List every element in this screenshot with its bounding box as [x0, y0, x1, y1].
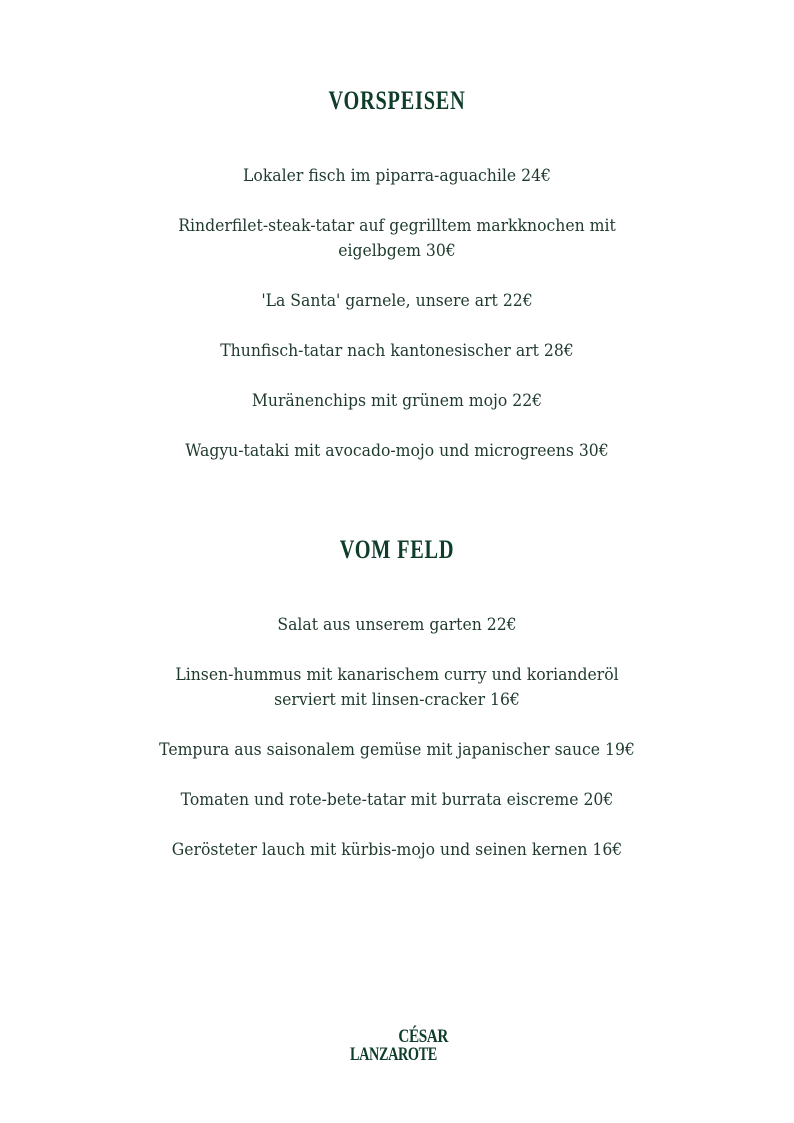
menu-item [32, 663, 762, 713]
menu-item-text: Salat aus unserem garten 22€ [277, 615, 517, 635]
menu-item-text: eigelbgem 30€ [338, 241, 456, 261]
menu-item [32, 214, 762, 264]
menu-item [32, 439, 762, 464]
menu-item-text: Muränenchips mit grünem mojo 22€ [251, 391, 543, 411]
menu-item-text: Thunfisch-tatar nach kantonesischer art 28€ [220, 341, 574, 361]
menu-item [32, 738, 762, 763]
cesar-lanzarote-logo [350, 1024, 460, 1068]
menu-item-text: Linsen-hummus mit kanarischem curry und korianderöl [175, 665, 619, 685]
logo-line-lanzarote: LANZAROTE [350, 1044, 437, 1065]
menu-item-text: Lokaler fisch im piparra-aguachile 24€ [243, 166, 551, 186]
menu-item [32, 164, 762, 189]
menu-item-text: Tempura aus saisonalem gemüse mit japanischer sauce 19€ [159, 740, 635, 760]
section-title-vom-feld: VOM FELD [339, 535, 455, 564]
menu-item [32, 339, 762, 364]
menu-item-text: 'La Santa' garnele, unsere art 22€ [261, 291, 533, 311]
menu-item-text: serviert mit linsen-cracker 16€ [274, 690, 520, 710]
menu-item [32, 389, 762, 414]
menu-item [32, 788, 762, 813]
menu-item-text: Rinderfilet-steak-tatar auf gegrilltem markknochen mit [178, 216, 616, 236]
menu-item-text: Gerösteter lauch mit kürbis-mojo und seinen kernen 16€ [171, 840, 623, 860]
section-title-vorspeisen: VORSPEISEN [328, 86, 466, 115]
logo-line-cesar: CÉSAR [398, 1026, 448, 1047]
menu-item [32, 613, 762, 638]
menu-item-text: Wagyu-tataki mit avocado-mojo und microgreens 30€ [185, 441, 609, 461]
menu-item-text: Tomaten und rote-bete-tatar mit burrata eiscreme 20€ [180, 790, 614, 810]
menu-item [32, 289, 762, 314]
menu-item [32, 838, 762, 863]
